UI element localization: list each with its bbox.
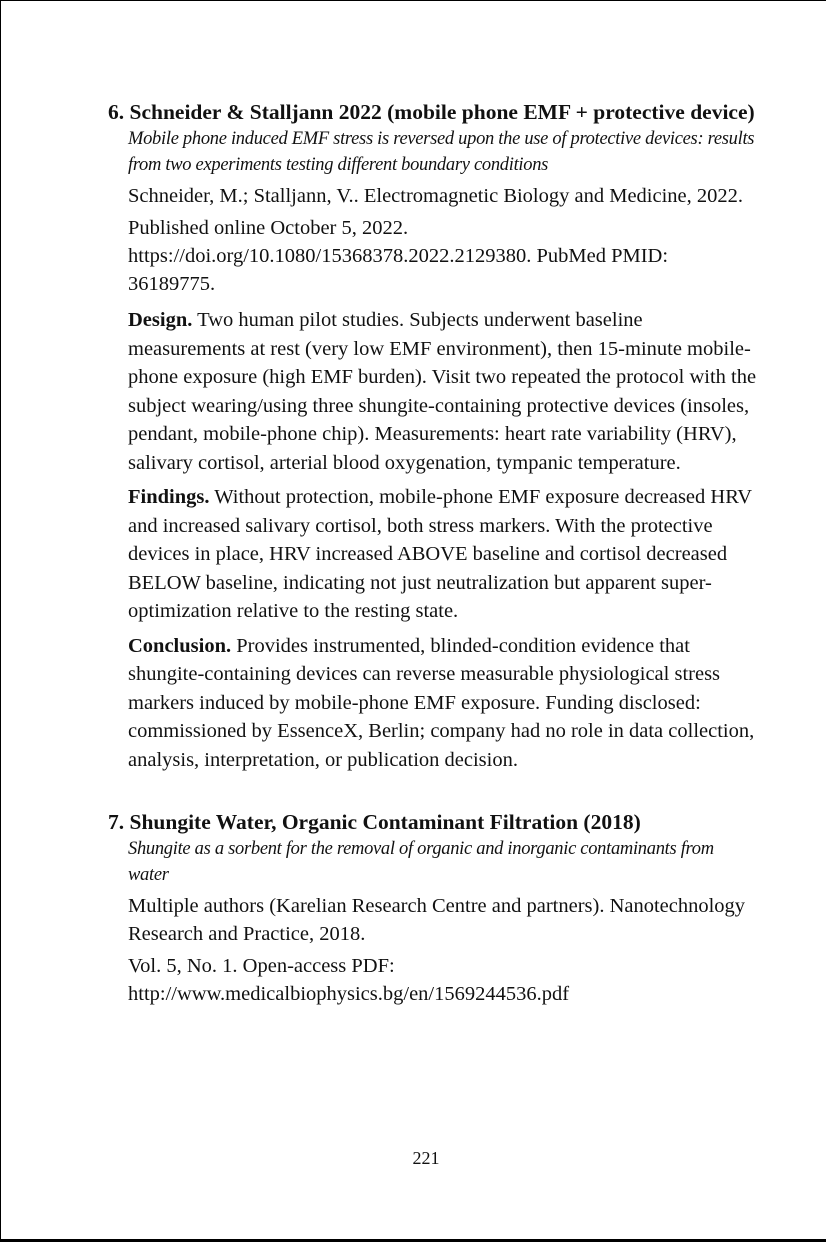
- conclusion-text: Provides instrumented, blinded-condition evidence that shungite-containing devices can reverse measurable physiological stress markers induced by mobile-phone EMF exposure. Funding disclosed: commissioned by EssenceX, Berlin; company had no role in data collection, analysis, interpretation, or publication decision.: [128, 634, 755, 771]
- entry-body: [108, 836, 758, 1008]
- findings-paragraph: [128, 483, 758, 626]
- entry-7: [108, 808, 758, 1008]
- findings-text: Without protection, mobile-phone EMF exposure decreased HRV and increased salivary cortisol, both stress markers. With the protective devices in place, HRV increased ABOVE baseline and cortisol decreased BELOW baseline, indicating not just neutralization but apparent super-optimization relative to the resting state.: [128, 486, 752, 622]
- findings-label: Findings.: [128, 486, 210, 508]
- entry-publication: Vol. 5, No. 1. Open-access PDF: http://www.medicalbiophysics.bg/en/1569244536.pdf: [128, 955, 570, 1005]
- entry-subtitle: Mobile phone induced EMF stress is reversed upon the use of protective devices: results from two experiments testing different boundary conditions: [128, 129, 755, 175]
- entry-authors: Schneider, M.; Stalljann, V.. Electromagnetic Biology and Medicine, 2022.: [128, 185, 744, 207]
- entry-subtitle: Shungite as a sorbent for the removal of organic and inorganic contaminants from water: [128, 839, 714, 885]
- conclusion-paragraph: [128, 632, 758, 775]
- design-paragraph: [128, 306, 758, 477]
- entry-title: 7. Shungite Water, Organic Contaminant Filtration (2018): [108, 810, 641, 834]
- entry-publication: Published online October 5, 2022. https://doi.org/10.1080/15368378.2022.2129380. PubMed PMID: 36189775.: [128, 217, 669, 295]
- entry-6: [108, 98, 758, 774]
- entry-authors: Multiple authors (Karelian Research Centre and partners). Nanotechnology Research and Practice, 2018.: [128, 895, 746, 945]
- design-text: Two human pilot studies. Subjects underwent baseline measurements at rest (very low EMF environment), then 15-minute mobile-phone exposure (high EMF burden). Visit two repeated the protocol with the subject wearing/using three shungite-containing protective devices (insoles, pendant, mobile-phone chip). Measurements: heart rate variability (HRV), salivary cortisol, arterial blood oxygenation, tympanic temperature.: [128, 309, 757, 474]
- document-body: [108, 98, 758, 1008]
- page-number: 221: [412, 1148, 440, 1168]
- entry-body: [108, 126, 758, 774]
- conclusion-label: Conclusion.: [128, 634, 232, 657]
- design-label: Design.: [128, 309, 193, 331]
- entry-title: 6. Schneider & Stalljann 2022 (mobile phone EMF + protective device): [108, 100, 755, 124]
